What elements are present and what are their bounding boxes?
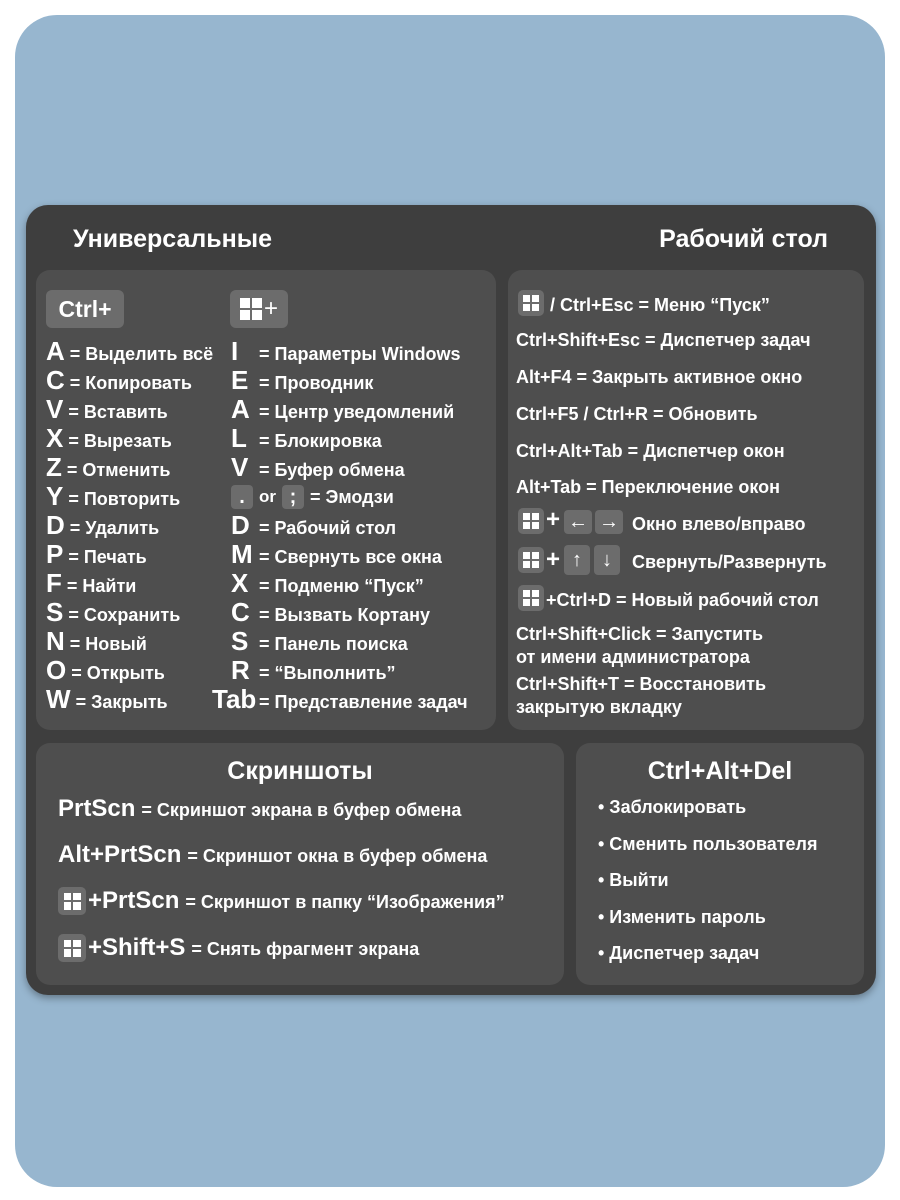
shortcut-action: = Панель поиска: [259, 634, 408, 654]
cheat-sheet-card: [26, 205, 876, 995]
ctrl-shortcut-p: [46, 539, 147, 569]
shortcut-key: Alt+PrtScn: [58, 841, 182, 868]
shortcut-key: X: [46, 423, 64, 453]
switch-windows-shortcut: Alt+Tab = Переключение окон: [516, 477, 781, 497]
windows-logo-icon: [64, 940, 81, 957]
ctrl-shortcut-d: [46, 510, 160, 540]
or-label: or: [259, 487, 276, 506]
snap-window-label: Окно влево/вправо: [632, 514, 806, 534]
screenshots-panel: [36, 743, 564, 985]
period-key: .: [231, 485, 253, 509]
shortcut-key: P: [46, 539, 64, 569]
shortcut-action: = Копировать: [69, 373, 192, 393]
shortcut-action: = Вставить: [68, 402, 168, 422]
screenshots-title: Скриншоты: [227, 757, 373, 785]
shortcut-action: = Открыть: [71, 663, 165, 683]
run-as-admin-line2: от имени администратора: [516, 647, 750, 667]
cad-item-lock: • Заблокировать: [598, 797, 747, 817]
shortcut-key: +Shift+S: [88, 934, 186, 961]
win-plus-sign: +: [263, 295, 278, 322]
minimize-maximize-label: Свернуть/Развернуть: [632, 552, 827, 572]
universal-panel: [36, 270, 496, 730]
cad-item-change-password: • Изменить пароль: [598, 907, 766, 927]
win-shortcut-v: [231, 452, 405, 482]
shortcut-action: = “Выполнить”: [259, 663, 396, 683]
shortcut-key: Tab: [212, 684, 257, 714]
desktop-title: Рабочий стол: [659, 225, 828, 253]
shortcut-key: D: [46, 510, 65, 540]
windows-key: [518, 508, 544, 534]
shortcut-key: V: [46, 394, 64, 424]
shortcut-key: V: [231, 452, 249, 482]
shortcut-action: = Закрыть: [75, 692, 168, 712]
cad-item-task-manager: • Диспетчер задач: [598, 943, 760, 963]
shortcut-action: = Отменить: [66, 460, 171, 480]
shortcut-key: C: [46, 365, 65, 395]
cad-item-sign-out: • Выйти: [598, 870, 669, 890]
shortcut-action: = Выделить всё: [69, 344, 214, 364]
shortcut-action: = Снять фрагмент экрана: [191, 939, 420, 959]
shortcut-key: S: [231, 626, 249, 656]
shortcut-action: = Вырезать: [68, 431, 172, 451]
windows-key: [518, 585, 544, 611]
task-manager-shortcut: Ctrl+Shift+Esc = Диспетчер задач: [516, 330, 811, 350]
ctrl-key: Ctrl+: [46, 290, 124, 328]
refresh-shortcut: Ctrl+F5 / Ctrl+R = Обновить: [516, 404, 758, 424]
windows-logo-icon: [523, 513, 539, 529]
shortcut-action: = Вызвать Кортану: [259, 605, 430, 625]
shortcut-action: = Скриншот окна в буфер обмена: [187, 846, 488, 866]
shortcut-action: = Блокировка: [259, 431, 382, 451]
window-manager-shortcut: Ctrl+Alt+Tab = Диспетчер окон: [516, 441, 785, 461]
windows-logo-icon: [523, 552, 539, 568]
shortcut-action: = Параметры Windows: [259, 344, 461, 364]
arrow-left-icon: ←: [564, 510, 592, 534]
win-shortcut-emoji: [231, 485, 394, 509]
ctrl-shortcut-y: [46, 481, 181, 511]
win-shortcut-e: [231, 365, 374, 395]
windows-logo-icon: [523, 590, 539, 606]
start-menu-shortcut: / Ctrl+Esc = Меню “Пуск”: [550, 295, 770, 315]
shortcut-key: Y: [46, 481, 64, 511]
win-shortcut-tab: [212, 684, 468, 714]
shortcut-action: = Удалить: [69, 518, 160, 538]
shortcut-key: E: [231, 365, 249, 395]
restore-tab-line2: закрытую вкладку: [516, 697, 682, 717]
windows-key: [58, 887, 86, 915]
prtscn-shortcut: [58, 795, 461, 823]
win-shortcut-x: [231, 568, 424, 598]
plus-sign: +: [546, 506, 561, 533]
shortcut-action: = Свернуть все окна: [259, 547, 442, 567]
win-shortcut-l: [231, 423, 382, 453]
universal-title: Универсальные: [73, 225, 272, 253]
ctrl-shortcut-w: [46, 684, 168, 714]
new-desktop-shortcut: +Ctrl+D = Новый рабочий стол: [546, 590, 819, 610]
win-plus-key: [230, 290, 288, 328]
semicolon-key: ;: [282, 485, 304, 509]
win-shortcut-a: [231, 394, 455, 424]
windows-key: [58, 934, 86, 962]
alt-prtscn-shortcut: [58, 841, 487, 869]
arrow-down-icon: ↓: [594, 545, 620, 575]
shortcut-key: O: [46, 655, 67, 685]
ctrl-shortcut-f: [46, 568, 137, 598]
ctrl-shortcut-o: [46, 655, 165, 685]
restore-tab-line1: Ctrl+Shift+T = Восстановить: [516, 674, 767, 694]
shortcut-action: = Подменю “Пуск”: [259, 576, 424, 596]
shortcut-action: = Рабочий стол: [259, 518, 397, 538]
ctrl-shortcut-c: [46, 365, 192, 395]
win-shortcut-s: [231, 626, 408, 656]
shortcut-key: PrtScn: [58, 795, 136, 822]
windows-logo-icon: [64, 893, 81, 910]
plus-sign: +: [546, 546, 561, 573]
shortcut-key: S: [46, 597, 64, 627]
shortcut-action: = Скриншот в папку “Изображения”: [185, 892, 505, 912]
shortcut-key: R: [231, 655, 250, 685]
shortcut-key: Z: [46, 452, 62, 482]
shortcut-action: = Новый: [69, 634, 147, 654]
shortcut-key: A: [231, 394, 250, 424]
shortcut-key: +PrtScn: [88, 887, 180, 914]
ctrl-shortcut-n: [46, 626, 147, 656]
shortcut-action: = Представление задач: [259, 692, 468, 712]
shortcut-key: I: [231, 336, 239, 366]
shortcut-key: L: [231, 423, 247, 453]
ctrl-shortcut-v: [46, 394, 168, 424]
shortcut-key: X: [231, 568, 249, 598]
win-shortcut-i: [231, 336, 461, 366]
shortcut-action: = Буфер обмена: [259, 460, 405, 480]
windows-logo-icon: [523, 295, 539, 311]
win-prtscn-shortcut: [88, 887, 505, 915]
shortcut-action: = Повторить: [68, 489, 181, 509]
arrow-up-icon: ↑: [564, 545, 590, 575]
shortcut-key: D: [231, 510, 250, 540]
desktop-panel: [508, 270, 864, 730]
close-window-shortcut: Alt+F4 = Закрыть активное окно: [516, 367, 803, 387]
ctrl-shortcut-z: [46, 452, 171, 482]
run-as-admin-line1: Ctrl+Shift+Click = Запустить: [516, 624, 764, 644]
windows-key: [518, 290, 544, 316]
win-shortcut-c: [231, 597, 430, 627]
win-shift-s-shortcut: [88, 934, 419, 962]
windows-logo-icon: [240, 298, 262, 320]
ctrl-alt-del-title: Ctrl+Alt+Del: [647, 757, 793, 785]
shortcut-action: = Найти: [66, 576, 137, 596]
shortcut-key: C: [231, 597, 250, 627]
shortcut-key: W: [46, 684, 71, 714]
shortcut-key: M: [231, 539, 253, 569]
shortcut-key: F: [46, 568, 62, 598]
win-shortcut-d: [231, 510, 397, 540]
win-shortcut-r: [231, 655, 396, 685]
shortcut-key: N: [46, 626, 65, 656]
shortcut-action: = Сохранить: [68, 605, 181, 625]
cad-item-switch-user: • Сменить пользователя: [598, 834, 818, 854]
shortcut-action: = Проводник: [259, 373, 374, 393]
ctrl-shortcut-x: [46, 423, 172, 453]
ctrl-shortcut-s: [46, 597, 181, 627]
arrow-right-icon: →: [595, 510, 623, 534]
ctrl-alt-del-panel: [576, 743, 864, 985]
shortcut-action: = Печать: [68, 547, 147, 567]
shortcut-action: = Скриншот экрана в буфер обмена: [141, 800, 462, 820]
shortcut-key: A: [46, 336, 65, 366]
ctrl-shortcut-a: [46, 336, 214, 366]
win-shortcut-m: [231, 539, 442, 569]
shortcut-action: = Эмодзи: [310, 487, 394, 507]
windows-key: [518, 547, 544, 573]
shortcut-action: = Центр уведомлений: [259, 402, 455, 422]
